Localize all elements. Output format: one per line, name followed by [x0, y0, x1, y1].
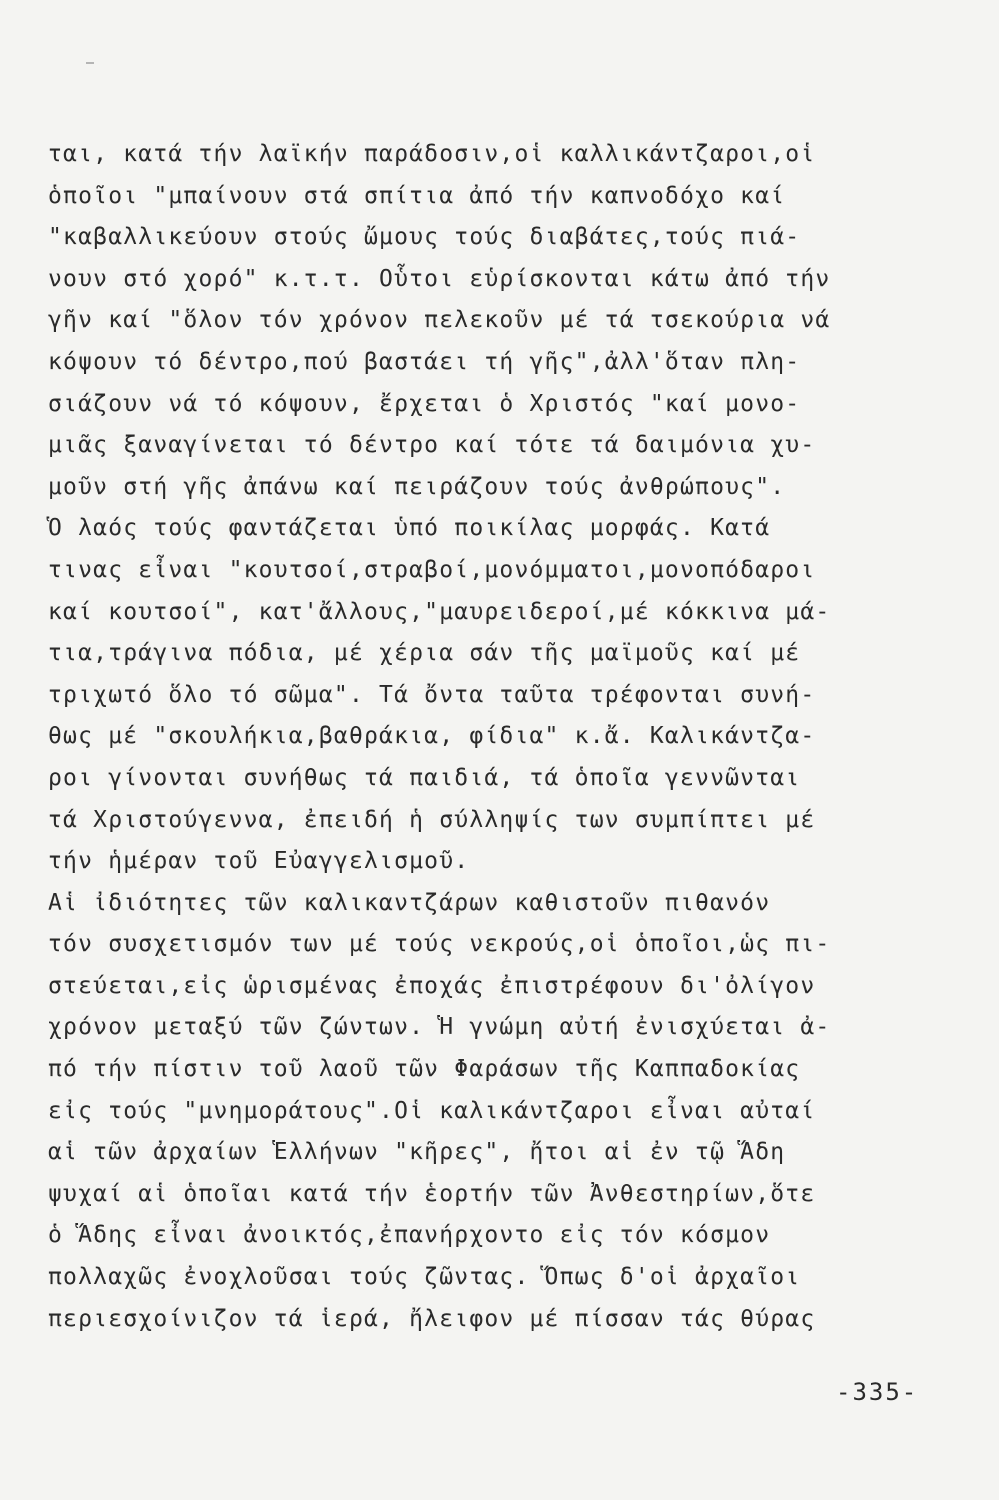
text-line: γῆν καί "ὅλον τόν χρόνον πελεκοῦν μέ τά τσεκούρια νά: [48, 307, 831, 334]
text-line: καί κουτσοί", κατ'ἄλλους,"μαυρειδεροί,μέ κόκκινα μά-: [48, 598, 831, 625]
text-line: τια,τράγινα πόδια, μέ χέρια σάν τῆς μαϊμοῦς καί μέ: [48, 640, 801, 667]
scan-mark: [86, 62, 94, 64]
text-line: ὁ Ἅδης εἶναι ἀνοικτός,ἐπανήρχοντο εἰς τόν κόσμον: [48, 1222, 771, 1249]
text-line: αἱ τῶν ἀρχαίων Ἑλλήνων "κῆρες", ἤτοι αἱ ἐν τῷ Ἅδη: [48, 1139, 786, 1166]
text-line: τά Χριστούγεννα, ἐπειδή ἡ σύλληψίς των συμπίπτει μέ: [48, 806, 816, 833]
text-line: τινας εἶναι "κουτσοί,στραβοί,μονόμματοι,μονοπόδαροι: [48, 556, 816, 583]
text-line: περιεσχοίνιζον τά ἱερά, ἤλειφον μέ πίσσαν τάς θύρας: [48, 1305, 816, 1332]
text-line: Αἱ ἰδιότητες τῶν καλικαντζάρων καθιστοῦν πιθανόν: [48, 889, 771, 916]
text-line: ψυχαί αἱ ὁποῖαι κατά τήν ἑορτήν τῶν Ἀνθεστηρίων,ὅτε: [48, 1180, 816, 1207]
text-line: τριχωτό ὅλο τό σῶμα". Τά ὄντα ταῦτα τρέφονται συνή-: [48, 681, 816, 708]
text-line: ται, κατά τήν λαϊκήν παράδοσιν,οἱ καλλικάντζαροι,οἱ: [48, 141, 816, 167]
text-line: τήν ἡμέραν τοῦ Εὐαγγελισμοῦ.: [48, 848, 470, 875]
text-line: πό τήν πίστιν τοῦ λαοῦ τῶν Φαράσων τῆς Καππαδοκίας: [48, 1056, 801, 1083]
text-line: ροι γίνονται συνήθως τά παιδιά, τά ὁποῖα γεννῶνται: [48, 764, 801, 791]
text-line: τόν συσχετισμόν των μέ τούς νεκρούς,οἱ ὁποῖοι,ὡς πι-: [48, 931, 831, 958]
body-text: [48, 134, 953, 1340]
text-line: πολλαχῶς ἐνοχλοῦσαι τούς ζῶντας. Ὅπως δ'οἱ ἀρχαῖοι: [48, 1264, 801, 1291]
text-line: εἰς τούς "μνημοράτους".Οἱ καλικάντζαροι εἶναι αὐταί: [48, 1097, 816, 1124]
text-line: μοῦν στή γῆς ἀπάνω καί πειράζουν τούς ἀνθρώπους".: [48, 473, 786, 500]
text-line: σιάζουν νά τό κόψουν, ἔρχεται ὁ Χριστός "καί μονο-: [48, 390, 801, 417]
text-line: μιᾶς ξαναγίνεται τό δέντρο καί τότε τά δαιμόνια χυ-: [48, 432, 816, 459]
text-line: κόψουν τό δέντρο,πού βαστάει τή γῆς",ἀλλ'ὅταν πλη-: [48, 348, 801, 375]
text-line: χρόνον μεταξύ τῶν ζώντων. Ἡ γνώμη αὐτή ἐνισχύεται ἀ-: [48, 1014, 831, 1041]
text-line: "καβαλλικεύουν στούς ὤμους τούς διαβάτες,τούς πιά-: [48, 224, 801, 251]
text-line: στεύεται,εἰς ὡρισμένας ἐποχάς ἐπιστρέφουν δι'ὀλίγον: [48, 972, 816, 999]
text-line: νουν στό χορό" κ.τ.τ. Οὗτοι εὑρίσκονται κάτω ἀπό τήν: [48, 265, 831, 292]
text-line: ὁποῖοι "μπαίνουν στά σπίτια ἀπό τήν καπνοδόχο καί: [48, 182, 786, 209]
text-line: Ὁ λαός τούς φαντάζεται ὑπό ποικίλας μορφάς. Κατά: [48, 515, 771, 542]
text-line: θως μέ "σκουλήκια,βαθράκια, φίδια" κ.ἄ. Καλικάντζα-: [48, 723, 816, 750]
page-number: -335-: [836, 1378, 919, 1406]
